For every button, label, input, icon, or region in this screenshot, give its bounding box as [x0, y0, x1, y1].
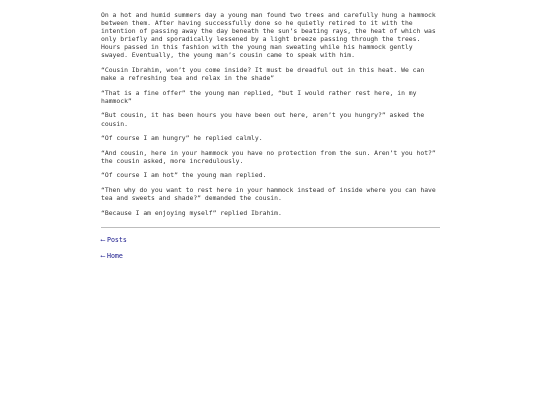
divider — [101, 227, 440, 228]
home-link[interactable] — [101, 252, 441, 261]
story-paragraph-7: “Of course I am hot” the young man replied. — [101, 171, 267, 180]
home-link-label: Home — [106, 251, 123, 260]
story-paragraph-5: “Of course I am hungry” he replied calmly. — [101, 134, 263, 143]
story-paragraph-8: “Then why do you want to rest here in your hammock instead of inside where you can have tea and sweets and shade?” demanded the cousin. — [101, 186, 436, 203]
arrow-left-icon: ⟵ — [101, 235, 105, 244]
story-paragraph-2: “Cousin Ibrahim, won’t you come inside? It must be dreadful out in this heat. We can make a refreshing tea and relax in the shade” — [101, 66, 425, 83]
story-body — [101, 11, 441, 217]
page-content — [101, 11, 441, 268]
story-paragraph-4: “But cousin, it has been hours you have been out here, aren’t you hungry?” asked the cousin. — [101, 111, 425, 128]
arrow-left-icon: ⟵ — [101, 251, 105, 260]
story-paragraph-6: “And cousin, here in your hammock you have no protection from the sun. Aren’t you hot?” the cousin asked, more incredulously. — [101, 148, 436, 165]
posts-link-label: Posts — [106, 235, 127, 244]
story-paragraph-3: “That is a fine offer” the young man replied, “but I would rather rest here, in my hammock” — [101, 88, 417, 105]
story-paragraph-9: “Because I am enjoying myself” replied Ibrahim. — [101, 208, 282, 217]
posts-link[interactable] — [101, 236, 441, 245]
story-paragraph-1: On a hot and humid summers day a young man found two trees and carefully hung a hammock between them. After having successfully done so he quietly retired to it with the intention of passing away the day beneath the sun’s beating rays, the heat of which was only briefly and sporadically lessened by a light breeze passing through the trees. Hours passed in this fashion with the young man sweating while his hammock gently swayed. Eventually, the young man’s cousin came to speak with him. — [101, 11, 436, 60]
